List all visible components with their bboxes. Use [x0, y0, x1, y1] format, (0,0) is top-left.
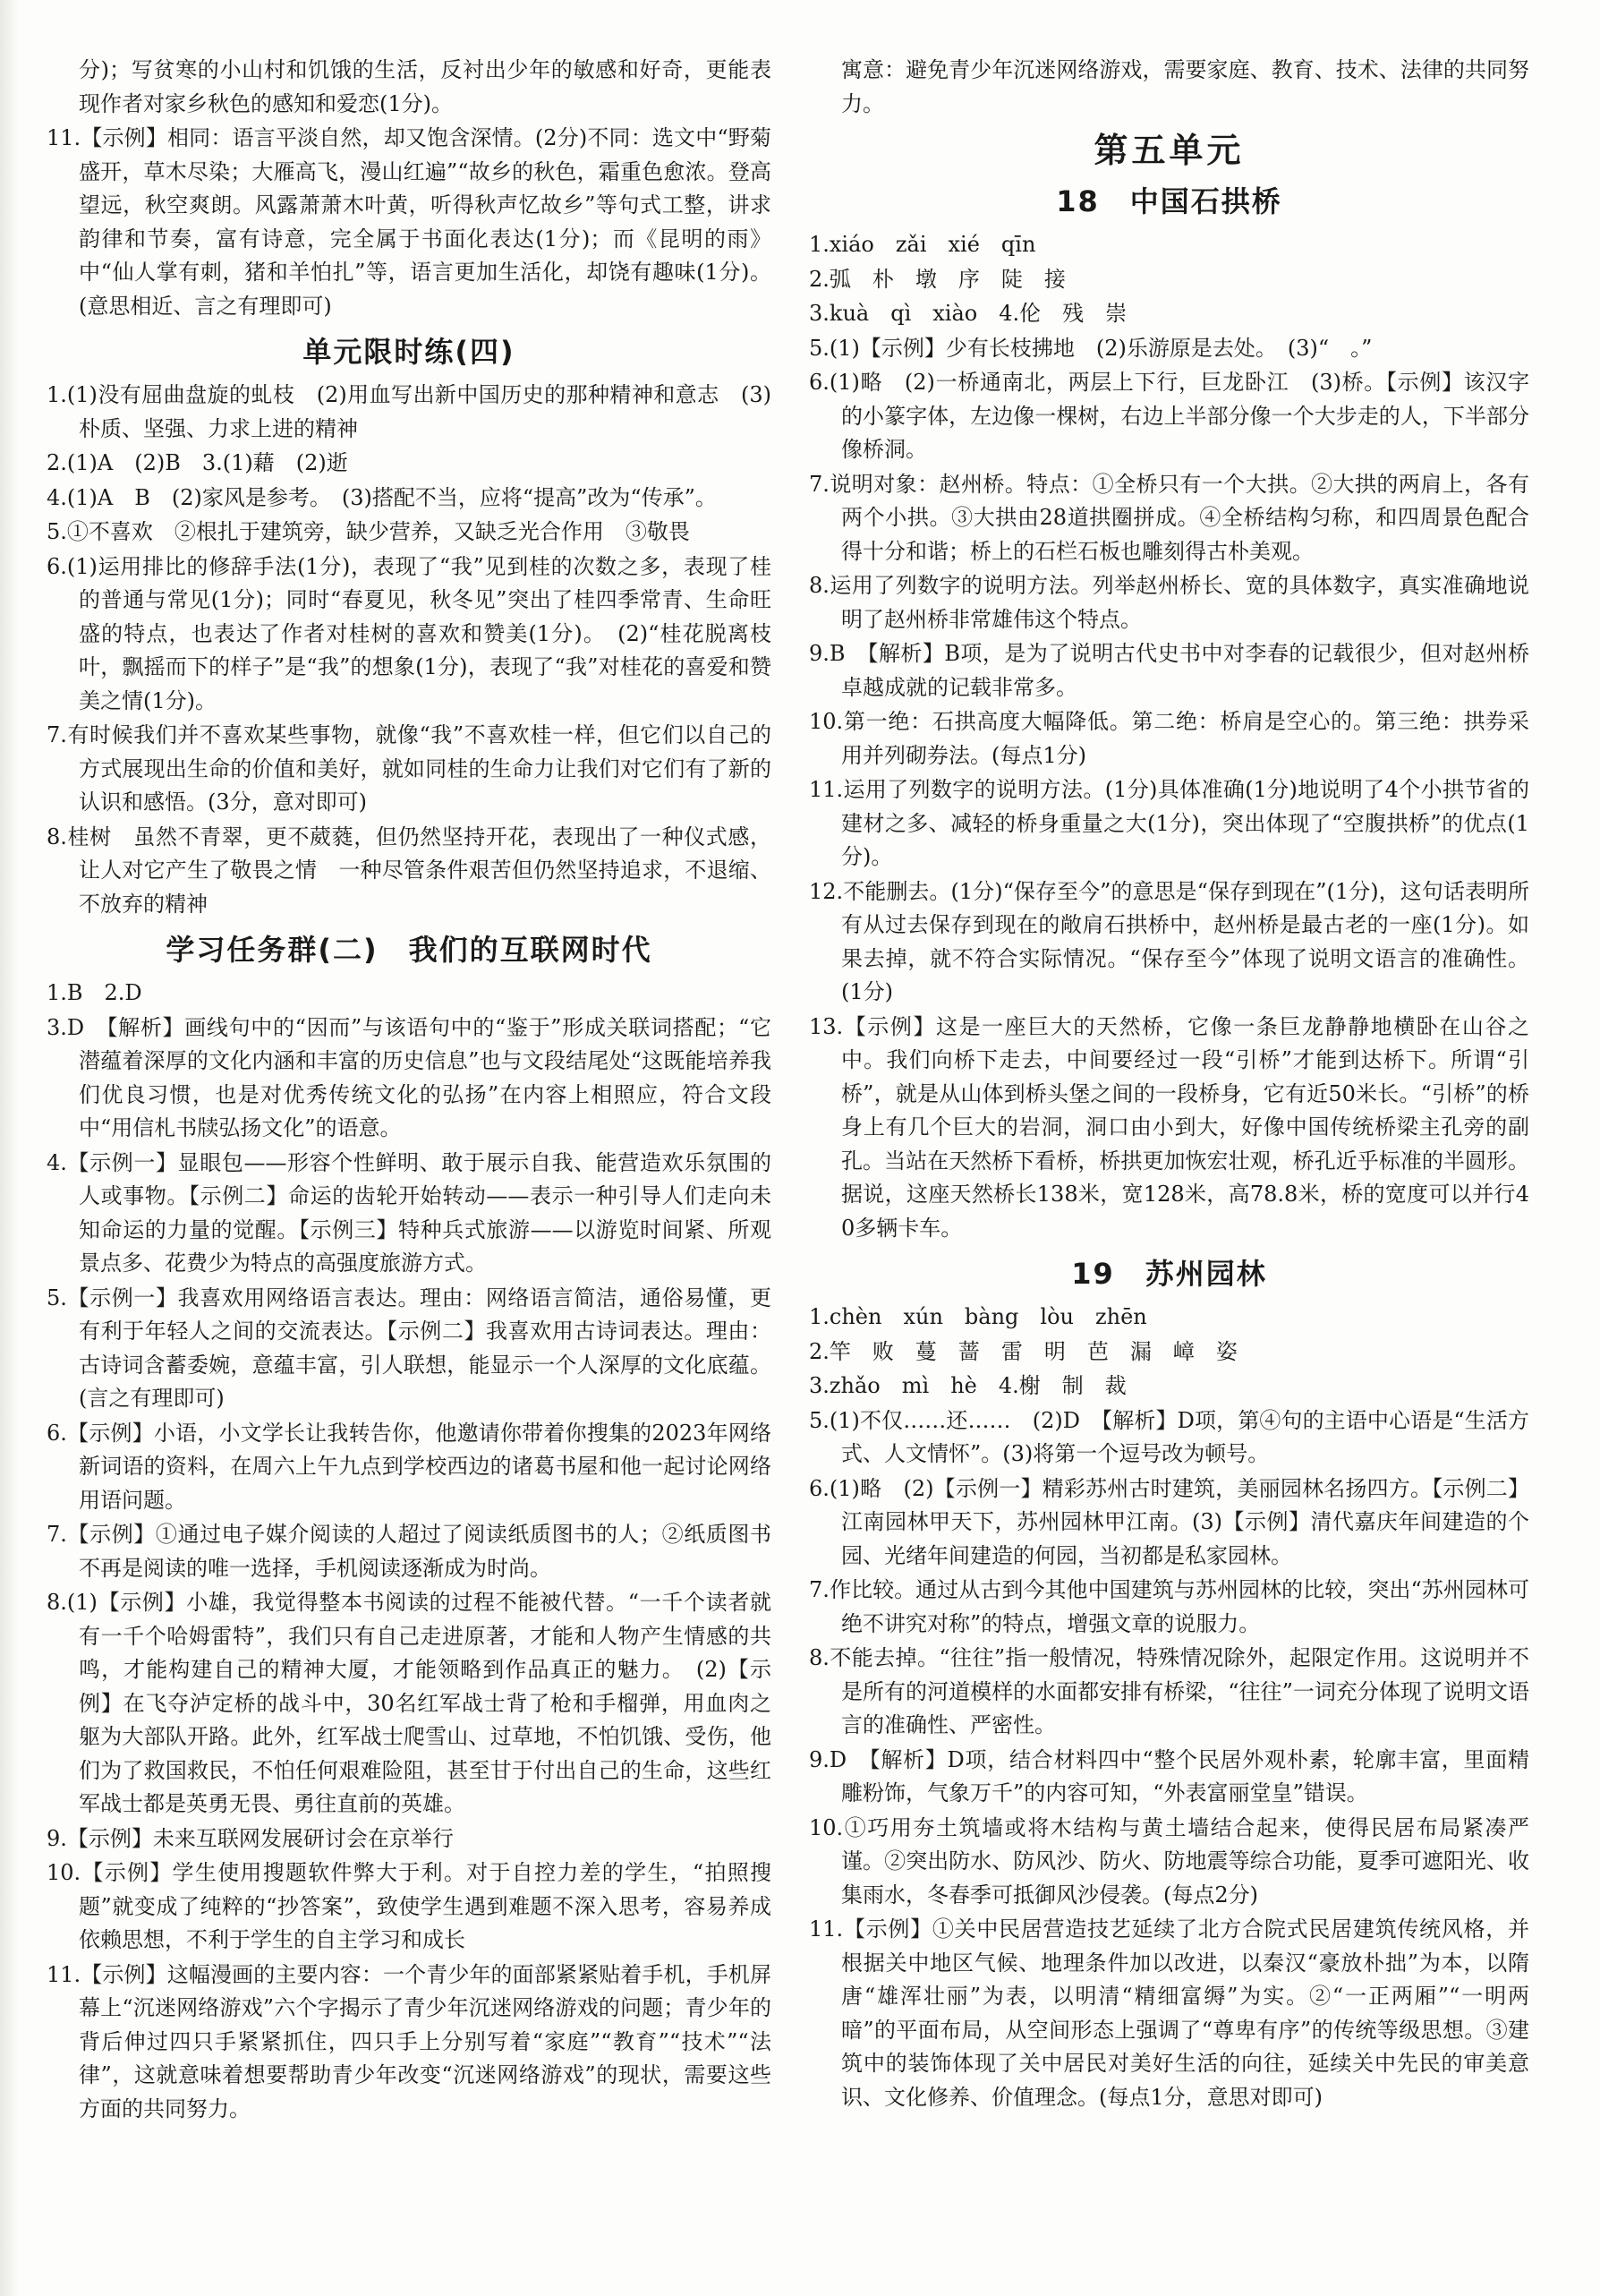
- answer-item: 6.(1)运用排比的修辞手法(1分)，表现了“我”见到桂的次数之多，表现了桂的普通与常见(1分)；同时“春夏见，秋冬见”突出了桂四季常青、生命旺盛的特点，也表达了作者对桂树的喜欢和赞美(1分)。 (2)“桂花脱离枝叶，飘摇而下的样子”是“我”的想象(1分)，表现了“我”对桂花的喜爱和赞美之情(1分)。: [47, 553, 771, 713]
- answer-item: 1.B 2.D: [47, 980, 142, 1005]
- answer-item: 3.zhǎo mì hè 4.榭 制 裁: [809, 1373, 1127, 1398]
- answer-item: 7.作比较。通过从古到今其他中国建筑与苏州园林的比较，突出“苏州园林可绝不讲究对称”的特点，增强文章的说服力。: [809, 1577, 1529, 1636]
- answer-item: 8.(1)【示例】小雄，我觉得整本书阅读的过程不能被代替。“一千个读者就有一千个哈姆雷特”，我们只有自己走进原著，才能和人物产生情感的共鸣，才能构建自己的精神大厦，才能领略到作品真正的魅力。 (2)【示例】在飞夺泸定桥的战斗中，30名红军战士背了枪和手榴弹，用血肉之躯为大部队开路。此外，红军战士爬雪山、过草地，不怕饥饿、受伤，他们为了救国救民，不怕任何艰难险阻，甚至甘于付出自己的生命，这些红军战士都是英勇无畏、勇往直前的英雄。: [47, 1590, 771, 1816]
- answer-item: 5.①不喜欢 ②根扎于建筑旁，缺少营养，又缺乏光合作用 ③敬畏: [47, 519, 690, 544]
- answer-item: 8.桂树 虽然不青翠，更不葳蕤，但仍然坚持开花，表现出了一种仪式感，让人对它产生了敬畏之情 一种尽管条件艰苦但仍然坚持追求，不退缩、不放弃的精神: [47, 824, 771, 917]
- answer-item: 3.kuà qì xiào 4.伦 残 崇: [809, 301, 1128, 326]
- answer-item: 1.chèn xún bàng lòu zhēn: [809, 1304, 1147, 1329]
- answer-item: 11.运用了列数字的说明方法。(1分)具体准确(1分)地说明了4个小拱节省的建材之多、减轻的桥身重量之大(1分)，突出体现了“空腹拱桥”的优点(1分)。: [809, 777, 1529, 869]
- answer-item: 11.【示例】相同：语言平淡自然，却又饱含深情。(2分)不同：选文中“野菊盛开，草木尽染；大雁高飞，漫山红遍”“故乡的秋色，霜重色愈浓。登高望远，秋空爽朗。风露萧萧木叶黄，听得秋声忆故乡”等句式工整，讲求韵律和节奏，富有诗意，完全属于书面化表达(1分)；而《昆明的雨》中“仙人掌有刺，猪和羊怕扎”等，语言更加生活化，却饶有趣味(1分)。(意思相近、言之有理即可): [47, 125, 771, 319]
- left-items-a: [47, 54, 771, 323]
- answer-item: 7.说明对象：赵州桥。特点：①全桥只有一个大拱。②大拱的两肩上，各有两个小拱。③大拱由28道拱圈拼成。④全桥结构匀称，和四周景色配合得十分和谐；桥上的石栏石板也雕刻得古朴美观。: [809, 471, 1529, 564]
- answer-item: 10.【示例】学生使用搜题软件弊大于利。对于自控力差的学生，“拍照搜题”就变成了纯粹的“抄答案”，致使学生遇到难题不深入思考，容易养成依赖思想，不利于学生的自主学习和成长: [47, 1860, 771, 1952]
- right-items-a: [809, 54, 1529, 121]
- answer-item: 9.【示例】未来互联网发展研讨会在京举行: [47, 1825, 454, 1851]
- answer-item: 8.运用了列数字的说明方法。列举赵州桥长、宽的具体数字，真实准确地说明了赵州桥非常雄伟这个特点。: [809, 573, 1529, 632]
- answer-item: 5.(1)【示例】少有长枝拂地 (2)乐游原是去处。 (3)“ 。”: [809, 335, 1373, 361]
- answer-item: 7.【示例】①通过电子媒介阅读的人超过了阅读纸质图书的人；②纸质图书不再是阅读的唯一选择，手机阅读逐渐成为时尚。: [47, 1522, 771, 1581]
- lesson-19-items: [809, 1301, 1529, 2114]
- left-items-b: [47, 379, 771, 921]
- left-column: [47, 54, 771, 2127]
- answer-item: 2.竿 败 蔓 蔷 雷 明 芭 漏 嶂 姿: [809, 1338, 1238, 1364]
- answer-item: 6.(1)略 (2)【示例一】精彩苏州古时建筑，美丽园林名扬四方。【示例二】江南园林甲天下，苏州园林甲江南。(3)【示例】清代嘉庆年间建造的个园、光绪年间建造的何园，当初都是私家园林。: [809, 1475, 1529, 1568]
- answer-item: 7.有时候我们并不喜欢某些事物，就像“我”不喜欢桂一样，但它们以自己的方式展现出生命的价值和美好，就如同桂的生命力让我们对它们有了新的认识和感悟。(3分，意对即可): [47, 722, 771, 815]
- answer-item: 10.第一绝：石拱高度大幅降低。第二绝：桥肩是空心的。第三绝：拱券采用并列砌券法。(每点1分): [809, 709, 1529, 768]
- section-title-unit-test-4: 单元限时练(四): [302, 335, 515, 369]
- section-title-lesson-19: 19 苏州园林: [1071, 1257, 1267, 1291]
- answer-item: 3.D 【解析】画线句中的“因而”与该语句中的“鉴于”形成关联词搭配；“它潜蕴着深厚的文化内涵和丰富的历史信息”也与文段结尾处“这既能培养我们优良习惯，也是对优秀传统文化的弘扬”在内容上相照应，符合文段中“用信札书牍弘扬文化”的语意。: [47, 1014, 771, 1140]
- answer-item: 9.B 【解析】B项，是为了说明古代史书中对李春的记载很少，但对赵州桥卓越成就的记载非常多。: [809, 641, 1529, 700]
- answer-item: 5.(1)不仅……还…… (2)D 【解析】D项，第④句的主语中心语是“生活方式、人文情怀”。(3)将第一个逗号改为顿号。: [809, 1407, 1529, 1466]
- answer-item: 10.①巧用夯土筑墙或将木结构与黄土墙结合起来，使得民居布局紧凑严谨。②突出防水、防风沙、防火、防地震等综合功能，夏季可遮阳光、收集雨水，冬春季可抵御风沙侵袭。(每点2分): [809, 1814, 1529, 1908]
- answer-item: 13.【示例】这是一座巨大的天然桥，它像一条巨龙静静地横卧在山谷之中。我们向桥下走去，中间要经过一段“引桥”才能到达桥下。所谓“引桥”，就是从山体到桥头堡之间的一段桥身，它有近50米长。“引桥”的桥身上有几个巨大的岩洞，洞口由小到大，好像中国传统桥梁主孔旁的副孔。当站在天然桥下看桥，桥拱更加恢宏壮观，桥孔近乎标准的半圆形。据说，这座天然桥长138米，宽128米，高78.8米，桥的宽度可以并行40多辆卡车。: [809, 1013, 1529, 1241]
- answer-item: 2.弧 朴 墩 序 陡 接: [809, 266, 1066, 292]
- answer-item: 9.D 【解析】D项，结合材料四中“整个民居外观朴素，轮廓丰富，里面精雕粉饰，气象万千”的内容可知，“外表富丽堂皇”错误。: [809, 1746, 1529, 1805]
- right-column: [809, 54, 1529, 2115]
- answer-item: 寓意：避免青少年沉迷网络游戏，需要家庭、教育、技术、法律的共同努力。: [841, 57, 1529, 116]
- answer-item: 5.【示例一】我喜欢用网络语言表达。理由：网络语言简洁，通俗易懂，更有利于年轻人之间的交流表达。【示例二】我喜欢用古诗词表达。理由：古诗词含蓄委婉，意蕴丰富，引人联想，能显示一个人深厚的文化底蕴。(言之有理即可): [47, 1285, 771, 1411]
- answer-item: 12.不能删去。(1分)“保存至今”的意思是“保存到现在”(1分)，这句话表明所有从过去保存到现在的敞肩石拱桥中，赵州桥是最古老的一座(1分)。如果去掉，就不符合实际情况。“保存至今”体现了说明文语言的准确性。(1分): [809, 878, 1529, 1004]
- unit-title: 第五单元: [1094, 131, 1245, 170]
- answer-item: 6.(1)略 (2)一桥通南北，两层上下行，巨龙卧江 (3)桥。【示例】该汉字的小篆字体，左边像一棵树，右边上半部分像一个大步走的人，下半部分像桥洞。: [809, 370, 1529, 462]
- answer-item: 1.(1)没有屈曲盘旋的虬枝 (2)用血写出新中国历史的那种精神和意志 (3)朴质、坚强、力求上进的精神: [47, 382, 771, 441]
- left-items-c: [47, 977, 771, 2126]
- section-title-lesson-18: 18 中国石拱桥: [1056, 184, 1282, 218]
- answer-item: 2.(1)A (2)B 3.(1)藉 (2)逝: [47, 450, 348, 475]
- answer-item: 11.【示例】这幅漫画的主要内容：一个青少年的面部紧紧贴着手机，手机屏幕上“沉迷网络游戏”六个字揭示了青少年沉迷网络游戏的问题；青少年的背后伸过四只手紧紧抓住，四只手上分别写着“家庭”“教育”“技术”“法律”，这就意味着想要帮助青少年改变“沉迷网络游戏”的现状，需要这些方面的共同努力。: [47, 1961, 771, 2121]
- section-title-task-group-2: 学习任务群(二) 我们的互联网时代: [166, 933, 652, 967]
- lesson-18-items: [809, 228, 1529, 1245]
- answer-item: 8.不能去掉。“往往”指一般情况，特殊情况除外，起限定作用。这说明并不是所有的河道模样的水面都安排有桥梁，“往往”一词充分体现了说明文语言的准确性、严密性。: [809, 1645, 1529, 1737]
- answer-item: 6.【示例】小语，小文学长让我转告你，他邀请你带着你搜集的2023年网络新词语的资料，在周六上午九点到学校西边的诸葛书屋和他一起讨论网络用语问题。: [47, 1420, 771, 1513]
- answer-item: 分)；写贫寒的小山村和饥饿的生活，反衬出少年的敏感和好奇，更能表现作者对家乡秋色的感知和爱恋(1分)。: [79, 57, 771, 116]
- answer-item: 11.【示例】①关中民居营造技艺延续了北方合院式民居建筑传统风格，并根据关中地区气候、地理条件加以改进，以秦汉“豪放朴拙”为本，以隋唐“雄浑壮丽”为表，以明清“精细富缛”为实。②“一正两厢”“一明两暗”的平面布局，从空间形态上强调了“尊卑有序”的传统等级思想。③建筑中的装饰体现了关中居民对美好生活的向往，延续关中先民的审美意识、文化修养、价值理念。(每点1分，意思对即可): [809, 1916, 1529, 2110]
- answer-item: 4.(1)A B (2)家风是参考。 (3)搭配不当，应将“提高”改为“传承”。: [47, 484, 717, 510]
- answer-item: 1.xiáo zǎi xié qīn: [809, 232, 1036, 257]
- answer-item: 4.【示例一】显眼包——形容个性鲜明、敢于展示自我、能营造欢乐氛围的人或事物。【示例二】命运的齿轮开始转动——表示一种引导人们走向未知命运的力量的觉醒。【示例三】特种兵式旅游——以游览时间紧、所观景点多、花费少为特点的高强度旅游方式。: [47, 1149, 771, 1276]
- binding-margin: [0, 0, 20, 2296]
